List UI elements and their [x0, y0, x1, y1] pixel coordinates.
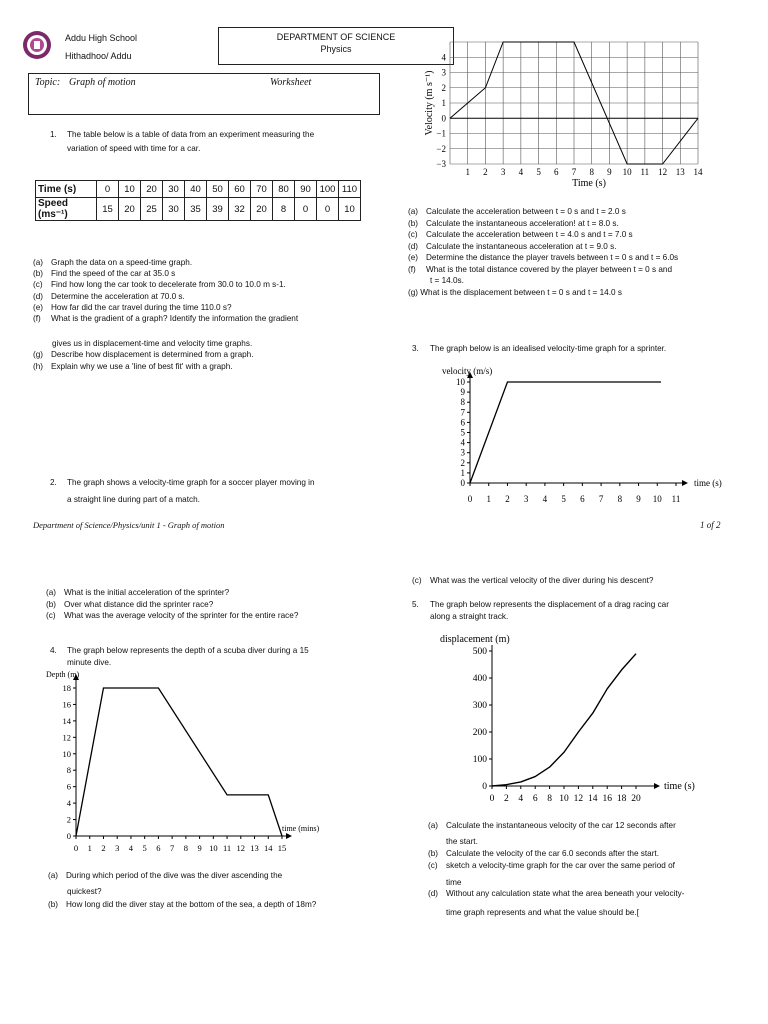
y-tick-label: 1: [460, 467, 465, 478]
x-tick-label: 7: [571, 167, 577, 177]
subject-title: Physics: [320, 44, 352, 54]
question-part: [408, 218, 678, 230]
y-axis-label: Depth (m): [46, 670, 80, 679]
q1-text-line1: The table below is a table of data from an experiment measuring the: [67, 130, 315, 139]
x-tick-label: 10: [559, 794, 569, 804]
y-tick-label: 12: [62, 732, 71, 743]
y-tick-label: 6: [66, 781, 71, 792]
x-tick-label: 7: [598, 494, 604, 504]
part-label: (c): [408, 230, 418, 239]
velocity-time-graph-sprinter: [430, 360, 730, 510]
time-cell: 60: [229, 181, 251, 198]
q5-d-text: Without any calculation state what the area beneath your velocity-: [446, 889, 685, 898]
x-tick-label: 2: [504, 794, 509, 804]
x-axis-label: time (mins): [282, 824, 320, 833]
y-tick-label: 3: [441, 67, 446, 78]
part-label: (c): [33, 280, 43, 290]
q2-parts: [408, 206, 678, 275]
time-cell: 30: [163, 181, 185, 198]
y-tick-label: 0: [460, 478, 465, 488]
speed-cell: 10: [339, 198, 361, 221]
x-tick-label: 8: [589, 167, 594, 177]
speed-cell: 35: [185, 198, 207, 221]
speed-time-table: [35, 180, 361, 221]
y-tick-label: 0: [482, 782, 487, 792]
q2-g-text: What is the displacement between t = 0 s and t = 14.0 s: [420, 288, 622, 297]
x-tick-label: 14: [693, 167, 703, 177]
y-tick-label: 4: [441, 52, 446, 63]
y-axis-label: velocity (m/s): [442, 366, 493, 376]
y-tick-label: 8: [460, 397, 465, 408]
y-tick-label: 5: [460, 427, 465, 438]
x-tick-label: 6: [532, 794, 538, 804]
x-tick-label: 16: [602, 794, 612, 804]
x-tick-label: 12: [236, 843, 246, 853]
y-tick-label: 100: [472, 755, 487, 765]
q1-parts: [33, 257, 298, 324]
school-location: Hithadhoo/ Addu: [65, 51, 132, 61]
question-part: [33, 268, 298, 279]
q5-a-text: Calculate the instantaneous velocity of the car 12 seconds after: [446, 821, 676, 830]
part-label: (d): [33, 291, 44, 301]
speed-cell: 25: [141, 198, 163, 221]
question-part: [33, 291, 298, 302]
part-text: Calculate the acceleration between t = 0 s and t = 2.0 s: [426, 207, 626, 216]
y-axis-label: displacement (m): [440, 634, 510, 645]
depth-time-graph-diver: [40, 668, 370, 860]
q2-number: 2.: [50, 478, 57, 487]
q5-b-label: (b): [428, 849, 439, 858]
x-tick-label: 7: [170, 843, 175, 853]
x-axis-arrow: [286, 833, 292, 839]
part-label: (d): [408, 241, 419, 251]
x-tick-label: 3: [523, 494, 529, 504]
q4-text-line1: The graph below represents the depth of a scuba diver during a 15: [67, 646, 309, 655]
part-label: (b): [46, 599, 57, 609]
data-line: [76, 688, 282, 836]
x-tick-label: 8: [183, 843, 188, 853]
y-tick-label: 3: [460, 447, 465, 458]
q5-text-line1: The graph below represents the displacement of a drag racing car: [430, 600, 669, 609]
speed-cell: 0: [317, 198, 339, 221]
part-text: How far did the car travel during the time 110.0 s?: [51, 302, 232, 312]
y-tick-label: 7: [460, 407, 465, 418]
part-label: (a): [46, 588, 57, 597]
x-tick-label: 14: [588, 794, 598, 804]
part-text: Find how long the car took to decelerate from 30.0 to 10.0 m s-1.: [51, 280, 286, 290]
question-part: [46, 587, 298, 599]
time-cell: 100: [317, 181, 339, 198]
speed-cell: 32: [229, 198, 251, 221]
data-line: [470, 382, 661, 483]
part-label: (b): [33, 269, 44, 279]
q4-number: 4.: [50, 646, 57, 655]
topic-label: Topic:: [35, 77, 61, 88]
q1-parts-2: [33, 349, 254, 372]
speed-cell: 39: [207, 198, 229, 221]
x-axis-label: Time (s): [572, 178, 606, 189]
y-tick-label: −1: [436, 128, 446, 139]
q4-text-line2: minute dive.: [67, 658, 112, 667]
time-cell: 90: [295, 181, 317, 198]
question-part: [33, 349, 254, 361]
y-tick-label: 500: [472, 647, 487, 657]
q3-number: 3.: [412, 344, 419, 353]
q5-d-label: (d): [428, 889, 439, 898]
x-tick-label: 11: [671, 494, 681, 504]
x-tick-label: 1: [486, 494, 491, 504]
x-tick-label: 9: [197, 843, 202, 853]
x-tick-label: 14: [264, 843, 273, 853]
x-axis-label: time (s): [694, 478, 722, 488]
question-part: [46, 610, 298, 622]
q5-d-continued: time graph represents and what the value should be.[: [446, 908, 639, 917]
part-label: (f): [408, 264, 416, 274]
part-text: Describe how displacement is determined from a graph.: [51, 350, 254, 359]
topic-box: [28, 73, 380, 115]
x-tick-label: 4: [518, 167, 524, 177]
x-tick-label: 10: [209, 843, 218, 853]
school-name: Addu High School: [65, 33, 138, 43]
q1-f-continued: gives us in displacement-time and velocity time graphs.: [52, 339, 253, 348]
part-text: Find the speed of the car at 35.0 s: [51, 269, 176, 279]
part-text: What was the average velocity of the sprinter for the entire race?: [64, 611, 299, 620]
time-cell: 110: [339, 181, 361, 198]
q5-part-a: [428, 820, 676, 832]
y-tick-label: 400: [472, 674, 487, 684]
footer-left: Department of Science/Physics/unit 1 - Graph of motion: [33, 520, 225, 530]
x-axis-label: time (s): [664, 781, 695, 792]
speed-cell: 15: [97, 198, 119, 221]
x-tick-label: 1: [465, 167, 470, 177]
footer-page: 1 of 2: [700, 520, 721, 530]
q4-part-b: [48, 899, 316, 911]
department-box: [218, 27, 454, 65]
y-tick-label: 4: [460, 437, 465, 448]
worksheet-label: Worksheet: [270, 77, 312, 88]
question-part: [408, 241, 678, 253]
x-tick-label: 10: [652, 494, 662, 504]
time-cell: 0: [97, 181, 119, 198]
x-tick-label: 9: [636, 494, 641, 504]
x-tick-label: 8: [617, 494, 623, 504]
question-part: [33, 361, 254, 373]
velocity-time-graph-soccer: [420, 34, 710, 194]
q4-b-text: How long did the diver stay at the bottom of the sea, a depth of 18m?: [66, 900, 317, 909]
x-axis-arrow: [654, 783, 660, 789]
q4-c-label: (c): [412, 576, 422, 585]
part-label: (c): [46, 611, 56, 620]
x-tick-label: 20: [631, 794, 641, 804]
question-part: [408, 206, 678, 218]
y-tick-label: 18: [62, 683, 71, 693]
x-tick-label: 5: [142, 843, 147, 853]
y-tick-label: 300: [472, 701, 487, 711]
speed-cell: 20: [251, 198, 273, 221]
y-tick-label: 0: [66, 831, 71, 841]
q4-a-label: (a): [48, 871, 59, 880]
q4-b-label: (b): [48, 900, 59, 909]
q2-text-line1: The graph shows a velocity-time graph for a soccer player moving in: [67, 478, 315, 487]
y-tick-label: 9: [460, 387, 465, 398]
part-label: (e): [33, 302, 44, 312]
q3-text: The graph below is an idealised velocity-time graph for a sprinter.: [430, 344, 667, 353]
x-tick-label: 2: [101, 843, 106, 853]
y-tick-label: −2: [436, 143, 446, 154]
time-cell: 70: [251, 181, 273, 198]
question-part: [408, 264, 678, 276]
x-tick-label: 11: [640, 167, 650, 177]
y-tick-label: 6: [460, 417, 465, 428]
part-text: Calculate the acceleration between t = 4.0 s and t = 7.0 s: [426, 230, 633, 239]
x-tick-label: 12: [573, 794, 584, 804]
speed-cell: 8: [273, 198, 295, 221]
y-tick-label: 10: [456, 377, 465, 387]
x-axis-arrow: [682, 480, 688, 486]
q2-text-line2: a straight line during part of a match.: [67, 495, 200, 504]
question-part: [46, 599, 298, 611]
q5-c-continued: time: [446, 878, 462, 887]
q5-b-text: Calculate the velocity of the car 6.0 seconds after the start.: [446, 849, 659, 858]
displacement-time-graph-car: [435, 630, 725, 805]
y-tick-label: 14: [62, 715, 71, 726]
part-text: Over what distance did the sprinter race?: [64, 599, 214, 609]
y-tick-label: 0: [441, 113, 446, 124]
speed-cell: 20: [119, 198, 141, 221]
question-part: [33, 313, 298, 324]
q4-a-text: During which period of the dive was the diver ascending the: [66, 871, 283, 880]
q1-text-line2: variation of speed with time for a car.: [67, 144, 201, 153]
part-text: Calculate the instantaneous acceleration! at t = 8.0 s.: [426, 218, 619, 228]
x-tick-label: 13: [250, 843, 259, 853]
q2-f-continued: t = 14.0s.: [430, 276, 464, 285]
part-text: What is the total distance covered by the player between t = 0 s and: [426, 264, 672, 274]
y-tick-label: −3: [436, 159, 446, 169]
q4-c-text: What was the vertical velocity of the diver during his descent?: [430, 576, 654, 585]
q2-part-g: [408, 287, 622, 299]
speed-cell: 30: [163, 198, 185, 221]
y-tick-label: 200: [472, 728, 487, 738]
part-label: (a): [408, 207, 419, 216]
x-tick-label: 5: [561, 494, 566, 504]
q5-part-d: [428, 888, 684, 900]
q5-a-continued: the start.: [446, 837, 478, 846]
speed-header: Speed (ms⁻¹): [36, 198, 97, 221]
part-label: (b): [408, 218, 419, 228]
x-tick-label: 0: [489, 794, 495, 804]
part-label: (f): [33, 314, 41, 324]
school-logo: [22, 30, 52, 60]
x-tick-label: 2: [483, 167, 488, 177]
x-tick-label: 6: [580, 494, 585, 504]
time-cell: 50: [207, 181, 229, 198]
part-text: Determine the distance the player travels between t = 0 s and t = 6.0s: [426, 253, 679, 262]
time-cell: 40: [185, 181, 207, 198]
q5-a-label: (a): [428, 821, 439, 830]
q3-parts: [46, 587, 298, 622]
part-label: (a): [33, 258, 44, 267]
time-cell: 10: [119, 181, 141, 198]
x-tick-label: 6: [554, 167, 559, 177]
x-tick-label: 15: [277, 843, 287, 853]
department-title: DEPARTMENT OF SCIENCE: [276, 32, 396, 42]
q4-part-a: [48, 870, 282, 882]
x-tick-label: 2: [505, 494, 510, 504]
q5-number: 5.: [412, 600, 419, 609]
y-tick-label: 2: [66, 814, 71, 825]
x-tick-label: 18: [616, 794, 627, 804]
q4-a-continued: quickest?: [67, 887, 102, 896]
y-tick-label: 10: [62, 748, 71, 759]
x-tick-label: 9: [607, 167, 612, 177]
part-text: What is the gradient of a graph? Identify the information the gradient: [51, 314, 299, 324]
q5-part-c: [428, 860, 675, 872]
q1-number: 1.: [50, 130, 57, 139]
x-tick-label: 4: [128, 843, 134, 853]
part-text: Determine the acceleration at 70.0 s.: [51, 291, 185, 301]
x-tick-label: 13: [675, 167, 685, 177]
y-tick-label: 16: [62, 699, 71, 710]
x-tick-label: 6: [156, 843, 161, 853]
q4-part-c: [412, 575, 653, 587]
x-tick-label: 3: [115, 843, 120, 853]
y-tick-label: 1: [441, 98, 446, 108]
part-label: (h): [33, 361, 44, 371]
part-text: Calculate the instantaneous acceleration at t = 9.0 s.: [426, 241, 617, 251]
speed-cell: 0: [295, 198, 317, 221]
y-tick-label: 2: [460, 457, 465, 468]
q2-g-label: (g): [408, 288, 419, 297]
time-header: Time (s): [36, 181, 97, 198]
y-tick-label: 8: [66, 765, 71, 776]
y-tick-label: 4: [66, 798, 71, 809]
question-part: [33, 302, 298, 313]
x-tick-label: 10: [622, 167, 632, 177]
x-tick-label: 8: [547, 794, 552, 804]
q5-c-label: (c): [428, 861, 438, 870]
q5-text-line2: along a straight track.: [430, 612, 509, 621]
question-part: [33, 279, 298, 290]
x-tick-label: 1: [87, 843, 92, 853]
time-cell: 20: [141, 181, 163, 198]
x-tick-label: 0: [467, 494, 473, 504]
y-axis-label: Velocity (m s⁻¹): [424, 70, 435, 136]
topic-name: Graph of motion: [69, 77, 136, 88]
part-text: Graph the data on a speed-time graph.: [51, 258, 193, 267]
x-tick-label: 4: [542, 494, 548, 504]
time-cell: 80: [273, 181, 295, 198]
question-part: [408, 252, 678, 264]
part-label: (e): [408, 253, 419, 262]
x-tick-label: 4: [518, 794, 524, 804]
question-part: [33, 257, 298, 268]
q5-c-text: sketch a velocity-time graph for the car over the same period of: [446, 861, 675, 870]
y-tick-label: 2: [441, 82, 446, 93]
data-line: [492, 654, 636, 786]
x-tick-label: 3: [500, 167, 506, 177]
x-tick-label: 0: [73, 843, 79, 853]
x-tick-label: 5: [536, 167, 541, 177]
part-text: Explain why we use a 'line of best fit' with a graph.: [51, 361, 233, 371]
x-tick-label: 12: [658, 167, 668, 177]
part-label: (g): [33, 350, 44, 359]
part-text: What is the initial acceleration of the sprinter?: [64, 588, 230, 597]
q5-part-b: [428, 848, 659, 860]
question-part: [408, 229, 678, 241]
x-tick-label: 11: [222, 843, 232, 853]
